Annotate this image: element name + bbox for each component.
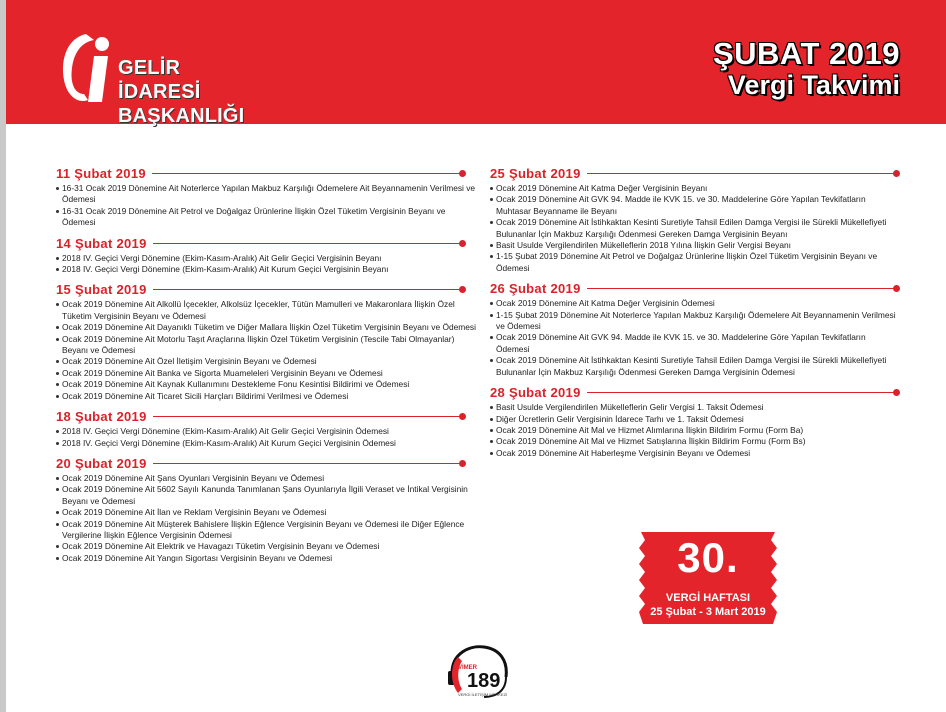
section-heading bbox=[56, 235, 476, 251]
deadline-item: Ocak 2019 Dönemine Ait GVK 94. Madde ile KVK 15. ve 30. Maddelerine Göre Yapılan Tevkifatların Ödemesi bbox=[490, 332, 900, 355]
calendar-section bbox=[490, 384, 900, 459]
logo-text bbox=[118, 56, 248, 128]
deadline-list bbox=[56, 253, 476, 276]
header-banner bbox=[6, 0, 946, 127]
badge-title: VERGİ HAFTASI bbox=[665, 592, 751, 604]
deadline-list bbox=[56, 426, 476, 449]
deadline-item: 16-31 Ocak 2019 Dönemine Ait Petrol ve Doğalgaz Ürünlerine İlişkin Özel Tüketim Vergisinin Beyanı ve Ödemesi bbox=[56, 206, 476, 229]
deadline-item: Basit Usulde Vergilendirilen Mükelleflerin Gelir Vergisi 1. Taksit Ödemesi bbox=[490, 402, 900, 413]
left-column bbox=[56, 165, 476, 570]
section-heading bbox=[56, 165, 476, 181]
calendar-title bbox=[713, 38, 900, 100]
deadline-item: 1-15 Şubat 2019 Dönemine Ait Noterlerce Yapılan Makbuz Karşılığı Ödemelere Ait Beyannamenin Verilmesi ve Ödemesi bbox=[490, 310, 900, 333]
deadline-item: Basit Usulde Vergilendirilen Mükelleflerin 2018 Yılına İlişkin Gelir Vergisi Beyanı bbox=[490, 240, 900, 251]
deadline-item: 2018 IV. Geçici Vergi Dönemine (Ekim-Kasım-Aralık) Ait Kurum Geçici Vergisinin Beyanı bbox=[56, 264, 476, 275]
deadline-item: Ocak 2019 Dönemine Ait Elektrik ve Havagazı Tüketim Vergisinin Beyanı ve Ödemesi bbox=[56, 541, 476, 552]
calendar-section bbox=[56, 281, 476, 402]
deadline-item: Ocak 2019 Dönemine Ait Özel İletişim Vergisinin Beyanı ve Ödemesi bbox=[56, 356, 476, 367]
deadline-item: Ocak 2019 Dönemine Ait Ticaret Sicili Harçları Bildirimi Verilmesi ve Ödemesi bbox=[56, 391, 476, 402]
vimer-number: 189 bbox=[467, 670, 501, 692]
deadline-item: Ocak 2019 Dönemine Ait Motorlu Taşıt Araçlarına İlişkin Özel Tüketim Vergisinin (Tescile Tabi Olmayanlar) Beyanı ve Ödemesi bbox=[56, 334, 476, 357]
calendar-section bbox=[56, 165, 476, 229]
calendar-section bbox=[56, 408, 476, 449]
deadline-list bbox=[56, 473, 476, 564]
vimer-logo bbox=[440, 643, 515, 705]
section-heading bbox=[490, 384, 900, 400]
logo-line2: BAŞKANLIĞI bbox=[118, 105, 245, 127]
deadline-list bbox=[490, 183, 900, 274]
vimer-subtitle: VERGİ İLETİŞİM MERKEZİ bbox=[458, 692, 508, 697]
section-date: 26 Şubat 2019 bbox=[490, 281, 587, 297]
calendar-section bbox=[56, 235, 476, 276]
deadline-item: Ocak 2019 Dönemine Ait Müşterek Bahislere İlişkin Eğlence Vergisinin Beyanı ve Ödemesi ile Diğer Eğlence Vergilerine İlişkin Eğlence Vergisinin Ödemesi bbox=[56, 519, 476, 542]
section-date: 25 Şubat 2019 bbox=[490, 166, 587, 182]
deadline-item: Ocak 2019 Dönemine Ait Dayanıklı Tüketim ve Diğer Mallara İlişkin Özel Tüketim Vergisinin Beyanı ve Ödemesi bbox=[56, 322, 476, 333]
deadline-item: Ocak 2019 Dönemine Ait İstihkaktan Kesinti Suretiyle Tahsil Edilen Damga Vergisi ile Sürekli Mükellefiyeti Bulunanlar İçin Makbuz Karşılığı Ödenmesi Gereken Damga Vergisinin Ödemesi bbox=[490, 355, 900, 378]
deadline-item: Ocak 2019 Dönemine Ait Banka ve Sigorta Muameleleri Vergisinin Beyanı ve Ödemesi bbox=[56, 368, 476, 379]
section-heading bbox=[56, 455, 476, 471]
deadline-item: Ocak 2019 Dönemine Ait Mal ve Hizmet Alımlarına İlişkin Bildirim Formu (Form Ba) bbox=[490, 425, 900, 436]
section-heading bbox=[56, 281, 476, 297]
deadline-item: 1-15 Şubat 2019 Dönemine Ait Petrol ve Doğalgaz Ürünlerine İlişkin Özel Tüketim Vergisinin Beyanı ve Ödemesi bbox=[490, 251, 900, 274]
deadline-item: 2018 IV. Geçici Vergi Dönemine (Ekim-Kasım-Aralık) Ait Kurum Geçici Vergisinin Ödemesi bbox=[56, 438, 476, 449]
badge-number: 30. bbox=[677, 534, 739, 581]
deadline-item: Ocak 2019 Dönemine Ait Katma Değer Vergisinin Ödemesi bbox=[490, 298, 900, 309]
deadline-item: Ocak 2019 Dönemine Ait GVK 94. Madde ile KVK 15. ve 30. Maddelerine Göre Yapılan Tevkifatların Muhtasar Beyanname ile Beyanı bbox=[490, 194, 900, 217]
calendar-section bbox=[490, 165, 900, 274]
deadline-item: 2018 IV. Geçici Vergi Dönemine (Ekim-Kasım-Aralık) Ait Gelir Geçici Vergisinin Ödemesi bbox=[56, 426, 476, 437]
calendar-section bbox=[56, 455, 476, 564]
deadline-list bbox=[490, 298, 900, 378]
deadline-list bbox=[56, 183, 476, 229]
deadline-item: Ocak 2019 Dönemine Ait 5602 Sayılı Kanunda Tanımlanan Şans Oyunlarıyla İlgili Veraset ve İntikal Vergisinin Beyanı ve Ödemesi bbox=[56, 484, 476, 507]
deadline-item: Ocak 2019 Dönemine Ait Alkollü İçecekler, Alkolsüz İçecekler, Tütün Mamulleri ve Makaronlara İlişkin Özel Tüketim Vergisinin Beyanı ve Ödemesi bbox=[56, 299, 476, 322]
deadline-item: Ocak 2019 Dönemine Ait Haberleşme Vergisinin Beyanı ve Ödemesi bbox=[490, 448, 900, 459]
section-date: 20 Şubat 2019 bbox=[56, 456, 153, 472]
right-column bbox=[490, 165, 900, 465]
deadline-item: Ocak 2019 Dönemine Ait Yangın Sigortası Vergisinin Beyanı ve Ödemesi bbox=[56, 553, 476, 564]
calendar-section bbox=[490, 280, 900, 378]
deadline-item: Ocak 2019 Dönemine Ait İlan ve Reklam Vergisinin Beyanı ve Ödemesi bbox=[56, 507, 476, 518]
deadline-item: Ocak 2019 Dönemine Ait Katma Değer Vergisinin Beyanı bbox=[490, 183, 900, 194]
deadline-item: 16-31 Ocak 2019 Dönemine Ait Noterlerce Yapılan Makbuz Karşılığı Ödemelere Ait Beyannamenin Verilmesi ve Ödemesi bbox=[56, 183, 476, 206]
section-heading bbox=[490, 165, 900, 181]
badge-dates: 25 Şubat - 3 Mart 2019 bbox=[650, 606, 766, 618]
deadline-list bbox=[56, 299, 476, 402]
section-date: 15 Şubat 2019 bbox=[56, 282, 153, 298]
title-month: ŞUBAT 2019 bbox=[712, 36, 900, 71]
deadline-item: Ocak 2019 Dönemine Ait İstihkaktan Kesinti Suretiyle Tahsil Edilen Damga Vergisi ile Sürekli Mükellefiyeti Bulunanlar İçin Makbuz Karşılığı Ödenmesi Gereken Damga Vergisinin Beyanı bbox=[490, 217, 900, 240]
gib-logo bbox=[58, 28, 248, 127]
tax-week-badge bbox=[633, 530, 783, 626]
section-heading bbox=[56, 408, 476, 424]
section-date: 11 Şubat 2019 bbox=[56, 166, 152, 182]
deadline-item: 2018 IV. Geçici Vergi Dönemine (Ekim-Kasım-Aralık) Ait Gelir Geçici Vergisinin Beyanı bbox=[56, 253, 476, 264]
section-date: 28 Şubat 2019 bbox=[490, 385, 587, 401]
deadline-list bbox=[490, 402, 900, 459]
deadline-item: Ocak 2019 Dönemine Ait Kaynak Kullanımını Destekleme Fonu Kesintisi Bildirimi ve Ödemesi bbox=[56, 379, 476, 390]
logo-line1: GELİR İDARESİ bbox=[118, 57, 201, 103]
section-heading bbox=[490, 280, 900, 296]
gib-logo-icon bbox=[58, 28, 118, 108]
deadline-item: Ocak 2019 Dönemine Ait Mal ve Hizmet Satışlarına İlişkin Bildirim Formu (Form Bs) bbox=[490, 436, 900, 447]
section-date: 18 Şubat 2019 bbox=[56, 409, 153, 425]
section-date: 14 Şubat 2019 bbox=[56, 236, 153, 252]
deadline-item: Diğer Ücretlerin Gelir Vergisinin İdarece Tarhı ve 1. Taksit Ödemesi bbox=[490, 414, 900, 425]
deadline-item: Ocak 2019 Dönemine Ait Şans Oyunları Vergisinin Beyanı ve Ödemesi bbox=[56, 473, 476, 484]
vimer-label: VİMER bbox=[458, 665, 478, 671]
title-subtitle: Vergi Takvimi bbox=[727, 70, 900, 100]
